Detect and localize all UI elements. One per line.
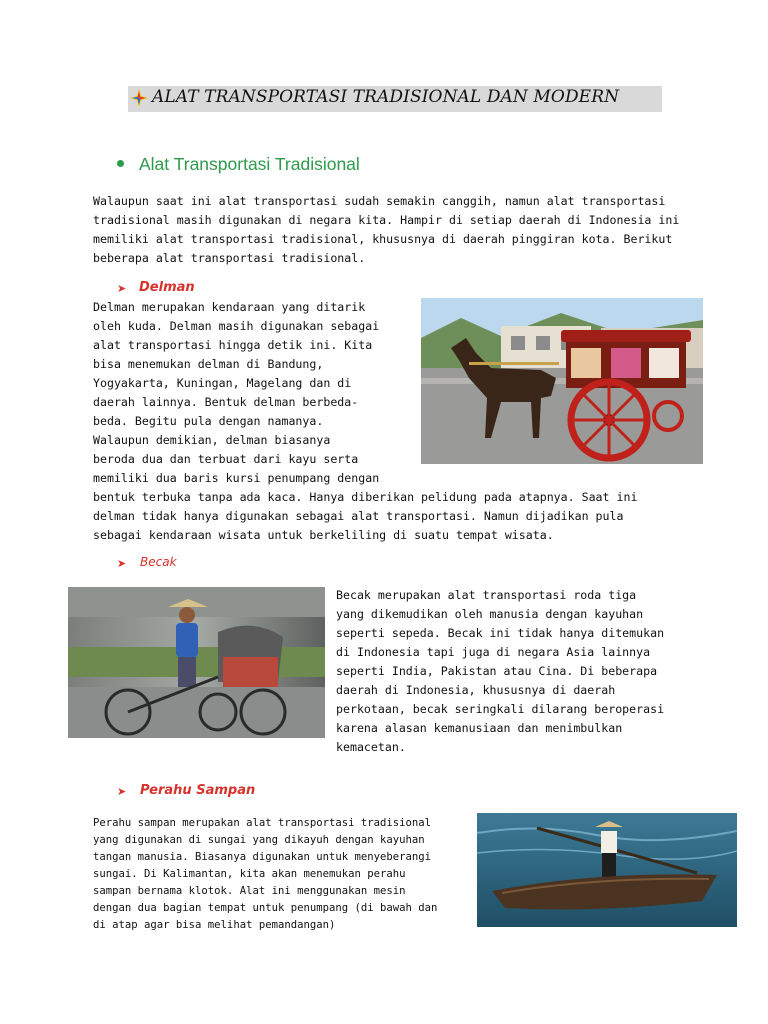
- bullet-dot-icon: [117, 160, 124, 167]
- text-line: oleh kuda. Delman masih digunakan sebagai: [93, 319, 380, 333]
- text-line: kemacetan.: [336, 740, 406, 754]
- becak-paragraph: [336, 586, 664, 757]
- text-line: Perahu sampan merupakan alat transportasi tradisional: [93, 817, 432, 829]
- becak-title: Becak: [140, 555, 177, 569]
- text-line: alat transportasi hingga detik ini. Kita: [93, 338, 373, 352]
- text-line: Becak merupakan alat transportasi roda tiga: [336, 588, 637, 602]
- four-point-star-icon: [130, 89, 148, 107]
- text-line: beberapa alat transportasi tradisional.: [93, 251, 366, 265]
- text-line: daerah di Indonesia, khususnya di daerah: [336, 683, 616, 697]
- text-line: sungai. Di Kalimantan, kita akan menemukan perahu: [93, 868, 406, 880]
- text-line: Delman merupakan kendaraan yang ditarik: [93, 300, 366, 314]
- text-line: beroda dua dan terbuat dari kayu serta: [93, 452, 359, 466]
- text-line: memiliki dua baris kursi penumpang dengan: [93, 471, 380, 485]
- text-line: seperti sepeda. Becak ini tidak hanya ditemukan: [336, 626, 665, 640]
- arrowhead-bullet-icon: ➤: [117, 557, 127, 570]
- text-line: memiliki alat transportasi tradisional, khususnya di daerah pinggiran kota. Berikut: [93, 232, 673, 246]
- text-line: karena alasan kemanusiaan dan menimbulkan: [336, 721, 623, 735]
- text-line: yang digunakan di sungai yang dikayuh dengan kayuhan: [93, 834, 425, 846]
- text-line: bentuk terbuka tanpa ada kaca. Hanya diberikan pelidung pada atapnya. Saat ini: [93, 490, 638, 504]
- text-line: seperti India, Pakistan atau Cina. Di beberapa: [336, 664, 658, 678]
- text-line: bisa menemukan delman di Bandung,: [93, 357, 324, 371]
- perahu-paragraph: [93, 815, 437, 934]
- text-line: tangan manusia. Biasanya digunakan untuk menyeberangi: [93, 851, 432, 863]
- text-line: tradisional masih digunakan di negara kita. Hampir di setiap daerah di Indonesia ini: [93, 213, 680, 227]
- delman-photo: [421, 298, 703, 464]
- text-line: Yogyakarta, Kuningan, Magelang dan di: [93, 376, 352, 390]
- text-line: dengan dua bagian tempat untuk penumpang (di bawah dan: [93, 902, 438, 914]
- text-line: di atap agar bisa melihat pemandangan): [93, 919, 336, 931]
- arrowhead-bullet-icon: ➤: [117, 785, 127, 798]
- perahu-title: Perahu Sampan: [140, 783, 256, 798]
- text-line: beda. Begitu pula dengan namanya.: [93, 414, 324, 428]
- text-line: delman tidak hanya digunakan sebagai alat transportasi. Namun dijadikan pula: [93, 509, 624, 523]
- text-line: yang dikemudikan oleh manusia dengan kayuhan: [336, 607, 644, 621]
- becak-photo: [68, 587, 325, 738]
- arrowhead-bullet-icon: ➤: [117, 282, 127, 295]
- text-line: Walaupun saat ini alat transportasi sudah semakin canggih, namun alat transportasi: [93, 194, 666, 208]
- page-title: ALAT TRANSPORTASI TRADISIONAL DAN MODERN: [152, 87, 620, 107]
- section-heading: Alat Transportasi Tradisional: [139, 154, 360, 174]
- text-line: sampan bernama klotok. Alat ini menggunakan mesin: [93, 885, 406, 897]
- text-line: daerah lainnya. Bentuk delman berbeda-: [93, 395, 359, 409]
- text-line: di Indonesia tapi juga di negara Asia lainnya: [336, 645, 651, 659]
- text-line: perkotaan, becak seringkali dilarang beroperasi: [336, 702, 665, 716]
- text-line: Walaupun demikian, delman biasanya: [93, 433, 331, 447]
- delman-title: Delman: [139, 280, 195, 295]
- intro-paragraph: [93, 192, 679, 268]
- perahu-photo: [477, 813, 737, 927]
- text-line: sebagai kendaraan wisata untuk berkeliling di suatu tempat wisata.: [93, 528, 554, 542]
